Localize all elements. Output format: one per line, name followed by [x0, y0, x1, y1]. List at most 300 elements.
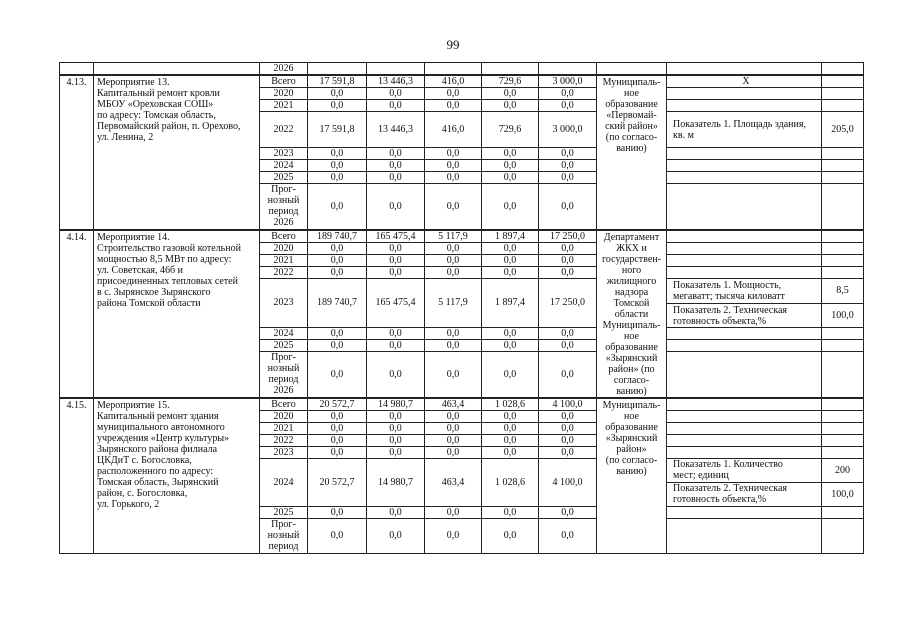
indicator-value [822, 518, 864, 553]
executor-line: надзора [614, 286, 649, 298]
indicator-name [667, 278, 822, 304]
year-line: период [268, 374, 299, 386]
indicator-value [822, 328, 864, 340]
indicator-value [822, 75, 864, 88]
indicator-value [822, 340, 864, 352]
value-cell: 0,0 [425, 184, 482, 230]
measure-number: 4.14. [60, 230, 94, 398]
budget-table [59, 62, 864, 554]
value-cell: 0,0 [482, 434, 539, 446]
year-cell [260, 184, 308, 230]
value-cell: 0,0 [367, 242, 425, 254]
executor-line: (по согласо- [605, 132, 658, 143]
executor-line: ЖКХ и [616, 242, 647, 254]
value-cell: 463,4 [425, 458, 482, 506]
value-cell: 0,0 [539, 88, 597, 100]
indicator-name [667, 434, 822, 446]
value-cell: 0,0 [539, 242, 597, 254]
year-cell [260, 75, 308, 88]
year-line: Всего [271, 230, 296, 242]
value-cell: 0,0 [539, 446, 597, 458]
value-cell: 5 117,9 [425, 278, 482, 328]
year-cell [260, 254, 308, 266]
executor-line: ного [621, 264, 642, 276]
value-cell: 189 740,7 [308, 230, 367, 243]
value-cell: 4 100,0 [539, 458, 597, 506]
executor-line: ное [624, 88, 639, 99]
year-cell [260, 100, 308, 112]
value-cell: 729,6 [482, 112, 539, 148]
year-line: 2024 [273, 160, 294, 171]
executor-line: (по согласо- [605, 454, 658, 466]
executor-line: «Зырянский [605, 432, 658, 444]
value-cell: 0,0 [539, 184, 597, 230]
indicator-name [667, 100, 822, 112]
indicator-name [667, 266, 822, 278]
year-line: Прог- [271, 352, 296, 364]
value-cell: 0,0 [482, 328, 539, 340]
executor-line: образование [605, 421, 658, 433]
description-line: ул. Советская, 46б и [97, 264, 183, 276]
measure-number: 4.15. [60, 398, 94, 554]
indicator-value [822, 184, 864, 230]
value-cell: 0,0 [539, 148, 597, 160]
value-cell: 0,0 [425, 328, 482, 340]
value-cell: 165 475,4 [367, 278, 425, 328]
value-cell: 0,0 [367, 506, 425, 518]
indicator-value [822, 88, 864, 100]
description-line: муниципального автономного [97, 421, 225, 433]
executor-line: ное [624, 330, 639, 342]
description-line: Мероприятие 13. [97, 77, 170, 88]
header-year-row [60, 63, 864, 76]
value-cell: 0,0 [482, 100, 539, 112]
indicator-name [667, 410, 822, 422]
value-cell: 0,0 [482, 506, 539, 518]
indicator-name [667, 75, 822, 88]
indicator-value [822, 506, 864, 518]
measure-description [94, 398, 260, 554]
value-cell: 0,0 [367, 148, 425, 160]
table-row [60, 398, 864, 411]
value-cell: 0,0 [482, 254, 539, 266]
year-cell [260, 434, 308, 446]
year-cell [260, 160, 308, 172]
value-cell: 0,0 [539, 328, 597, 340]
year-cell [260, 278, 308, 328]
page-number: 99 [446, 37, 460, 52]
year-line: 2023 [273, 446, 294, 458]
executor-line: образование [605, 341, 658, 353]
year-line: 2021 [273, 422, 294, 434]
value-cell: 0,0 [482, 518, 539, 553]
value-cell: 416,0 [425, 112, 482, 148]
value-cell: 0,0 [308, 172, 367, 184]
executor-line: Томской [613, 297, 650, 309]
value-cell: 0,0 [308, 184, 367, 230]
description-line: Капитальный ремонт здания [97, 410, 219, 422]
indicator-value [822, 446, 864, 458]
value-cell: 0,0 [425, 100, 482, 112]
year-cell [260, 352, 308, 398]
value-cell: 0,0 [367, 422, 425, 434]
responsible-executor [597, 230, 667, 398]
value-cell: 729,6 [482, 75, 539, 88]
value-cell: 0,0 [367, 172, 425, 184]
indicator-value [822, 434, 864, 446]
indicator-name [667, 242, 822, 254]
indicator-value [822, 398, 864, 411]
value-cell: 17 250,0 [539, 230, 597, 243]
value-cell: 0,0 [367, 518, 425, 553]
year-line: 2022 [273, 266, 294, 278]
year-line: 2023 [273, 297, 294, 309]
indicator-line: мест; единиц [673, 470, 729, 481]
value-cell: 0,0 [539, 266, 597, 278]
indicator-name [667, 254, 822, 266]
value-cell: 4 100,0 [539, 398, 597, 411]
value-cell: 0,0 [308, 266, 367, 278]
value-cell: 0,0 [539, 434, 597, 446]
value-cell: 0,0 [425, 266, 482, 278]
year-cell [260, 172, 308, 184]
value-cell: 0,0 [482, 172, 539, 184]
year-line: Прог- [271, 519, 296, 530]
indicator-value: 100,0 [822, 304, 864, 328]
executor-line: области [614, 308, 649, 320]
year-cell [260, 88, 308, 100]
indicator-line: Показатель 2. Техническая [673, 483, 787, 494]
executor-line: Муниципаль- [602, 399, 661, 411]
year-line: 2025 [273, 172, 294, 183]
value-cell: 0,0 [539, 518, 597, 553]
value-cell: 0,0 [539, 254, 597, 266]
value-cell: 0,0 [367, 254, 425, 266]
indicator-name [667, 172, 822, 184]
executor-line: Муниципаль- [602, 77, 661, 88]
value-cell: 0,0 [539, 422, 597, 434]
value-cell: 0,0 [425, 172, 482, 184]
value-cell: 13 446,3 [367, 112, 425, 148]
indicator-value [822, 422, 864, 434]
value-cell: 0,0 [482, 148, 539, 160]
indicator-name [667, 446, 822, 458]
description-line: в с. Зырянское Зырянского [97, 286, 211, 298]
value-cell: 14 980,7 [367, 458, 425, 506]
executor-line: район» [616, 443, 647, 455]
responsible-executor [597, 75, 667, 230]
indicator-value [822, 352, 864, 398]
year-cell [260, 340, 308, 352]
value-cell: 0,0 [482, 422, 539, 434]
responsible-executor [597, 398, 667, 554]
value-cell: 0,0 [539, 160, 597, 172]
indicator-name [667, 112, 822, 148]
executor-line: ванию) [616, 465, 647, 477]
indicator-line: Показатель 2. Техническая [673, 304, 787, 316]
indicator-name [667, 506, 822, 518]
value-cell: 17 591,8 [308, 75, 367, 88]
indicator-name [667, 352, 822, 398]
indicator-name [667, 398, 822, 411]
description-line: МБОУ «Ореховская СОШ» [97, 99, 214, 110]
year-cell [260, 446, 308, 458]
year-line: Всего [271, 76, 296, 87]
value-cell: 0,0 [425, 410, 482, 422]
executor-line: Муниципаль- [602, 319, 661, 331]
year-cell [260, 422, 308, 434]
year-cell [260, 230, 308, 243]
indicator-value [822, 242, 864, 254]
description-line: Томская область, Зырянский [97, 476, 219, 488]
indicator-value [822, 100, 864, 112]
value-cell: 0,0 [539, 172, 597, 184]
value-cell: 0,0 [308, 148, 367, 160]
indicator-name [667, 458, 822, 482]
executor-line: «Зырянский [605, 352, 658, 364]
year-line: 2026 [273, 385, 294, 397]
year-line: период [268, 206, 299, 218]
executor-line: ванию) [616, 143, 647, 154]
year-line: 2020 [273, 410, 294, 422]
value-cell: 1 897,4 [482, 230, 539, 243]
indicator-name [667, 148, 822, 160]
value-cell: 0,0 [308, 506, 367, 518]
executor-line: согласо- [613, 374, 650, 386]
indicator-name [667, 88, 822, 100]
description-line: район, с. Богословка, [97, 487, 188, 499]
indicator-name [667, 422, 822, 434]
indicator-line: готовность объекта,% [673, 315, 767, 327]
indicator-name [667, 328, 822, 340]
value-cell: 0,0 [367, 340, 425, 352]
year-line: 2021 [273, 100, 294, 111]
value-cell: 0,0 [308, 328, 367, 340]
description-line: присоединенных тепловых сетей [97, 275, 238, 287]
year-line: нозный [267, 530, 300, 541]
indicator-value [822, 266, 864, 278]
description-line: Первомайский район, п. Орехово, [97, 121, 241, 132]
year-cell [260, 242, 308, 254]
value-cell: 0,0 [482, 160, 539, 172]
year-line: 2020 [273, 88, 294, 99]
value-cell: 0,0 [308, 422, 367, 434]
value-cell: 0,0 [482, 352, 539, 398]
value-cell: 0,0 [308, 242, 367, 254]
value-cell: 0,0 [425, 352, 482, 398]
year-cell [260, 398, 308, 411]
indicator-value [822, 148, 864, 160]
year-line: 2024 [273, 328, 294, 339]
year-line: 2025 [273, 340, 294, 351]
value-cell: 0,0 [308, 434, 367, 446]
indicator-line: кв. м [673, 129, 694, 141]
value-cell: 0,0 [425, 160, 482, 172]
year-line: 2026 [273, 217, 294, 229]
indicator-value [822, 172, 864, 184]
value-cell: 17 250,0 [539, 278, 597, 328]
indicator-line: Показатель 1. Мощность, [673, 279, 782, 291]
year-line: 2020 [273, 242, 294, 254]
value-cell: 0,0 [367, 410, 425, 422]
value-cell: 0,0 [308, 446, 367, 458]
executor-line: «Первомай- [606, 110, 657, 121]
value-cell: 0,0 [367, 352, 425, 398]
value-cell: 0,0 [539, 352, 597, 398]
value-cell: 0,0 [482, 446, 539, 458]
description-line: по адресу: Томская область, [97, 110, 216, 121]
table-row [60, 230, 864, 243]
indicator-line: мегаватт; тысяча киловатт [673, 290, 785, 302]
value-cell: 0,0 [367, 184, 425, 230]
value-cell: 20 572,7 [308, 398, 367, 411]
indicator-value [822, 254, 864, 266]
indicator-line: готовность объекта,% [673, 494, 767, 505]
year-line: 2025 [273, 506, 294, 518]
year-cell [260, 148, 308, 160]
value-cell: 0,0 [308, 100, 367, 112]
executor-line: жилищного [606, 275, 657, 287]
measure-description [94, 75, 260, 230]
year-cell [260, 506, 308, 518]
description-line: района Томской области [97, 297, 201, 309]
indicator-name [667, 230, 822, 243]
indicator-name [667, 184, 822, 230]
value-cell: 0,0 [425, 148, 482, 160]
year-line: нозный [267, 363, 300, 375]
year-line: 2023 [273, 148, 294, 159]
value-cell: 0,0 [482, 266, 539, 278]
indicator-value [822, 160, 864, 172]
description-line: Капитальный ремонт кровли [97, 88, 220, 99]
description-line: расположенного по адресу: [97, 465, 214, 477]
value-cell: 0,0 [425, 422, 482, 434]
executor-line: образование [605, 99, 658, 110]
description-line: учреждения «Центр культуры» [97, 432, 230, 444]
year-cell [260, 266, 308, 278]
year-cell [260, 328, 308, 340]
description-line: ул. Горького, 2 [97, 498, 160, 510]
indicator-line: Показатель 1. Количество [673, 459, 783, 470]
description-line: ул. Ленина, 2 [97, 132, 154, 143]
indicator-line: Х [742, 76, 750, 87]
value-cell: 0,0 [425, 242, 482, 254]
measure-number: 4.13. [60, 75, 94, 230]
description-line: Зырянского района филиала [97, 443, 218, 455]
value-cell: 1 897,4 [482, 278, 539, 328]
value-cell: 0,0 [425, 88, 482, 100]
value-cell: 0,0 [367, 88, 425, 100]
value-cell: 0,0 [482, 340, 539, 352]
indicator-value: 100,0 [822, 482, 864, 506]
value-cell: 0,0 [425, 254, 482, 266]
value-cell: 0,0 [367, 446, 425, 458]
value-cell: 0,0 [425, 506, 482, 518]
value-cell: 0,0 [308, 254, 367, 266]
value-cell: 5 117,9 [425, 230, 482, 243]
description-line: ЦКДиТ с. Богословка, [97, 454, 192, 466]
value-cell: 0,0 [539, 410, 597, 422]
value-cell: 165 475,4 [367, 230, 425, 243]
executor-line: ное [624, 410, 639, 422]
year-line: нозный [267, 195, 300, 207]
indicator-name [667, 340, 822, 352]
value-cell: 0,0 [482, 184, 539, 230]
value-cell: 463,4 [425, 398, 482, 411]
executor-line: ский район» [605, 121, 658, 132]
description-line: Строительство газовой котельной [97, 242, 241, 254]
value-cell: 0,0 [308, 88, 367, 100]
table-row [60, 75, 864, 88]
executor-line: Департамент [603, 231, 660, 243]
value-cell: 0,0 [539, 506, 597, 518]
year-line: 2022 [273, 124, 294, 135]
header-year: 2026 [260, 63, 308, 76]
indicator-value [822, 230, 864, 243]
description-line: мощностью 8,5 МВт по адресу: [97, 253, 232, 265]
value-cell: 3 000,0 [539, 112, 597, 148]
indicator-name [667, 304, 822, 328]
indicator-line: Показатель 1. Площадь здания, [673, 118, 806, 130]
indicator-name [667, 482, 822, 506]
executor-line: государствен- [602, 253, 661, 265]
value-cell: 0,0 [308, 518, 367, 553]
value-cell: 0,0 [425, 340, 482, 352]
indicator-value: 205,0 [822, 112, 864, 148]
year-cell [260, 518, 308, 553]
year-line: 2021 [273, 254, 294, 266]
value-cell: 3 000,0 [539, 75, 597, 88]
value-cell: 189 740,7 [308, 278, 367, 328]
indicator-name [667, 160, 822, 172]
year-cell [260, 112, 308, 148]
value-cell: 0,0 [482, 242, 539, 254]
value-cell: 14 980,7 [367, 398, 425, 411]
year-line: 2022 [273, 434, 294, 446]
indicator-name [667, 518, 822, 553]
year-line: Прог- [271, 184, 296, 196]
year-line: 2024 [273, 476, 294, 488]
value-cell: 0,0 [539, 340, 597, 352]
value-cell: 0,0 [308, 160, 367, 172]
value-cell: 13 446,3 [367, 75, 425, 88]
indicator-value [822, 410, 864, 422]
value-cell: 0,0 [425, 518, 482, 553]
indicator-value: 200 [822, 458, 864, 482]
year-cell [260, 410, 308, 422]
description-line: Мероприятие 15. [97, 399, 170, 411]
value-cell: 0,0 [367, 160, 425, 172]
value-cell: 0,0 [367, 100, 425, 112]
value-cell: 0,0 [308, 410, 367, 422]
value-cell: 0,0 [367, 328, 425, 340]
value-cell: 0,0 [482, 410, 539, 422]
value-cell: 416,0 [425, 75, 482, 88]
value-cell: 0,0 [367, 266, 425, 278]
value-cell: 0,0 [482, 88, 539, 100]
year-line: Всего [271, 398, 296, 410]
value-cell: 20 572,7 [308, 458, 367, 506]
value-cell: 17 591,8 [308, 112, 367, 148]
value-cell: 0,0 [367, 434, 425, 446]
value-cell: 0,0 [308, 352, 367, 398]
description-line: Мероприятие 14. [97, 231, 170, 243]
year-cell [260, 458, 308, 506]
value-cell: 1 028,6 [482, 458, 539, 506]
indicator-value: 8,5 [822, 278, 864, 304]
value-cell: 0,0 [539, 100, 597, 112]
value-cell: 0,0 [425, 434, 482, 446]
